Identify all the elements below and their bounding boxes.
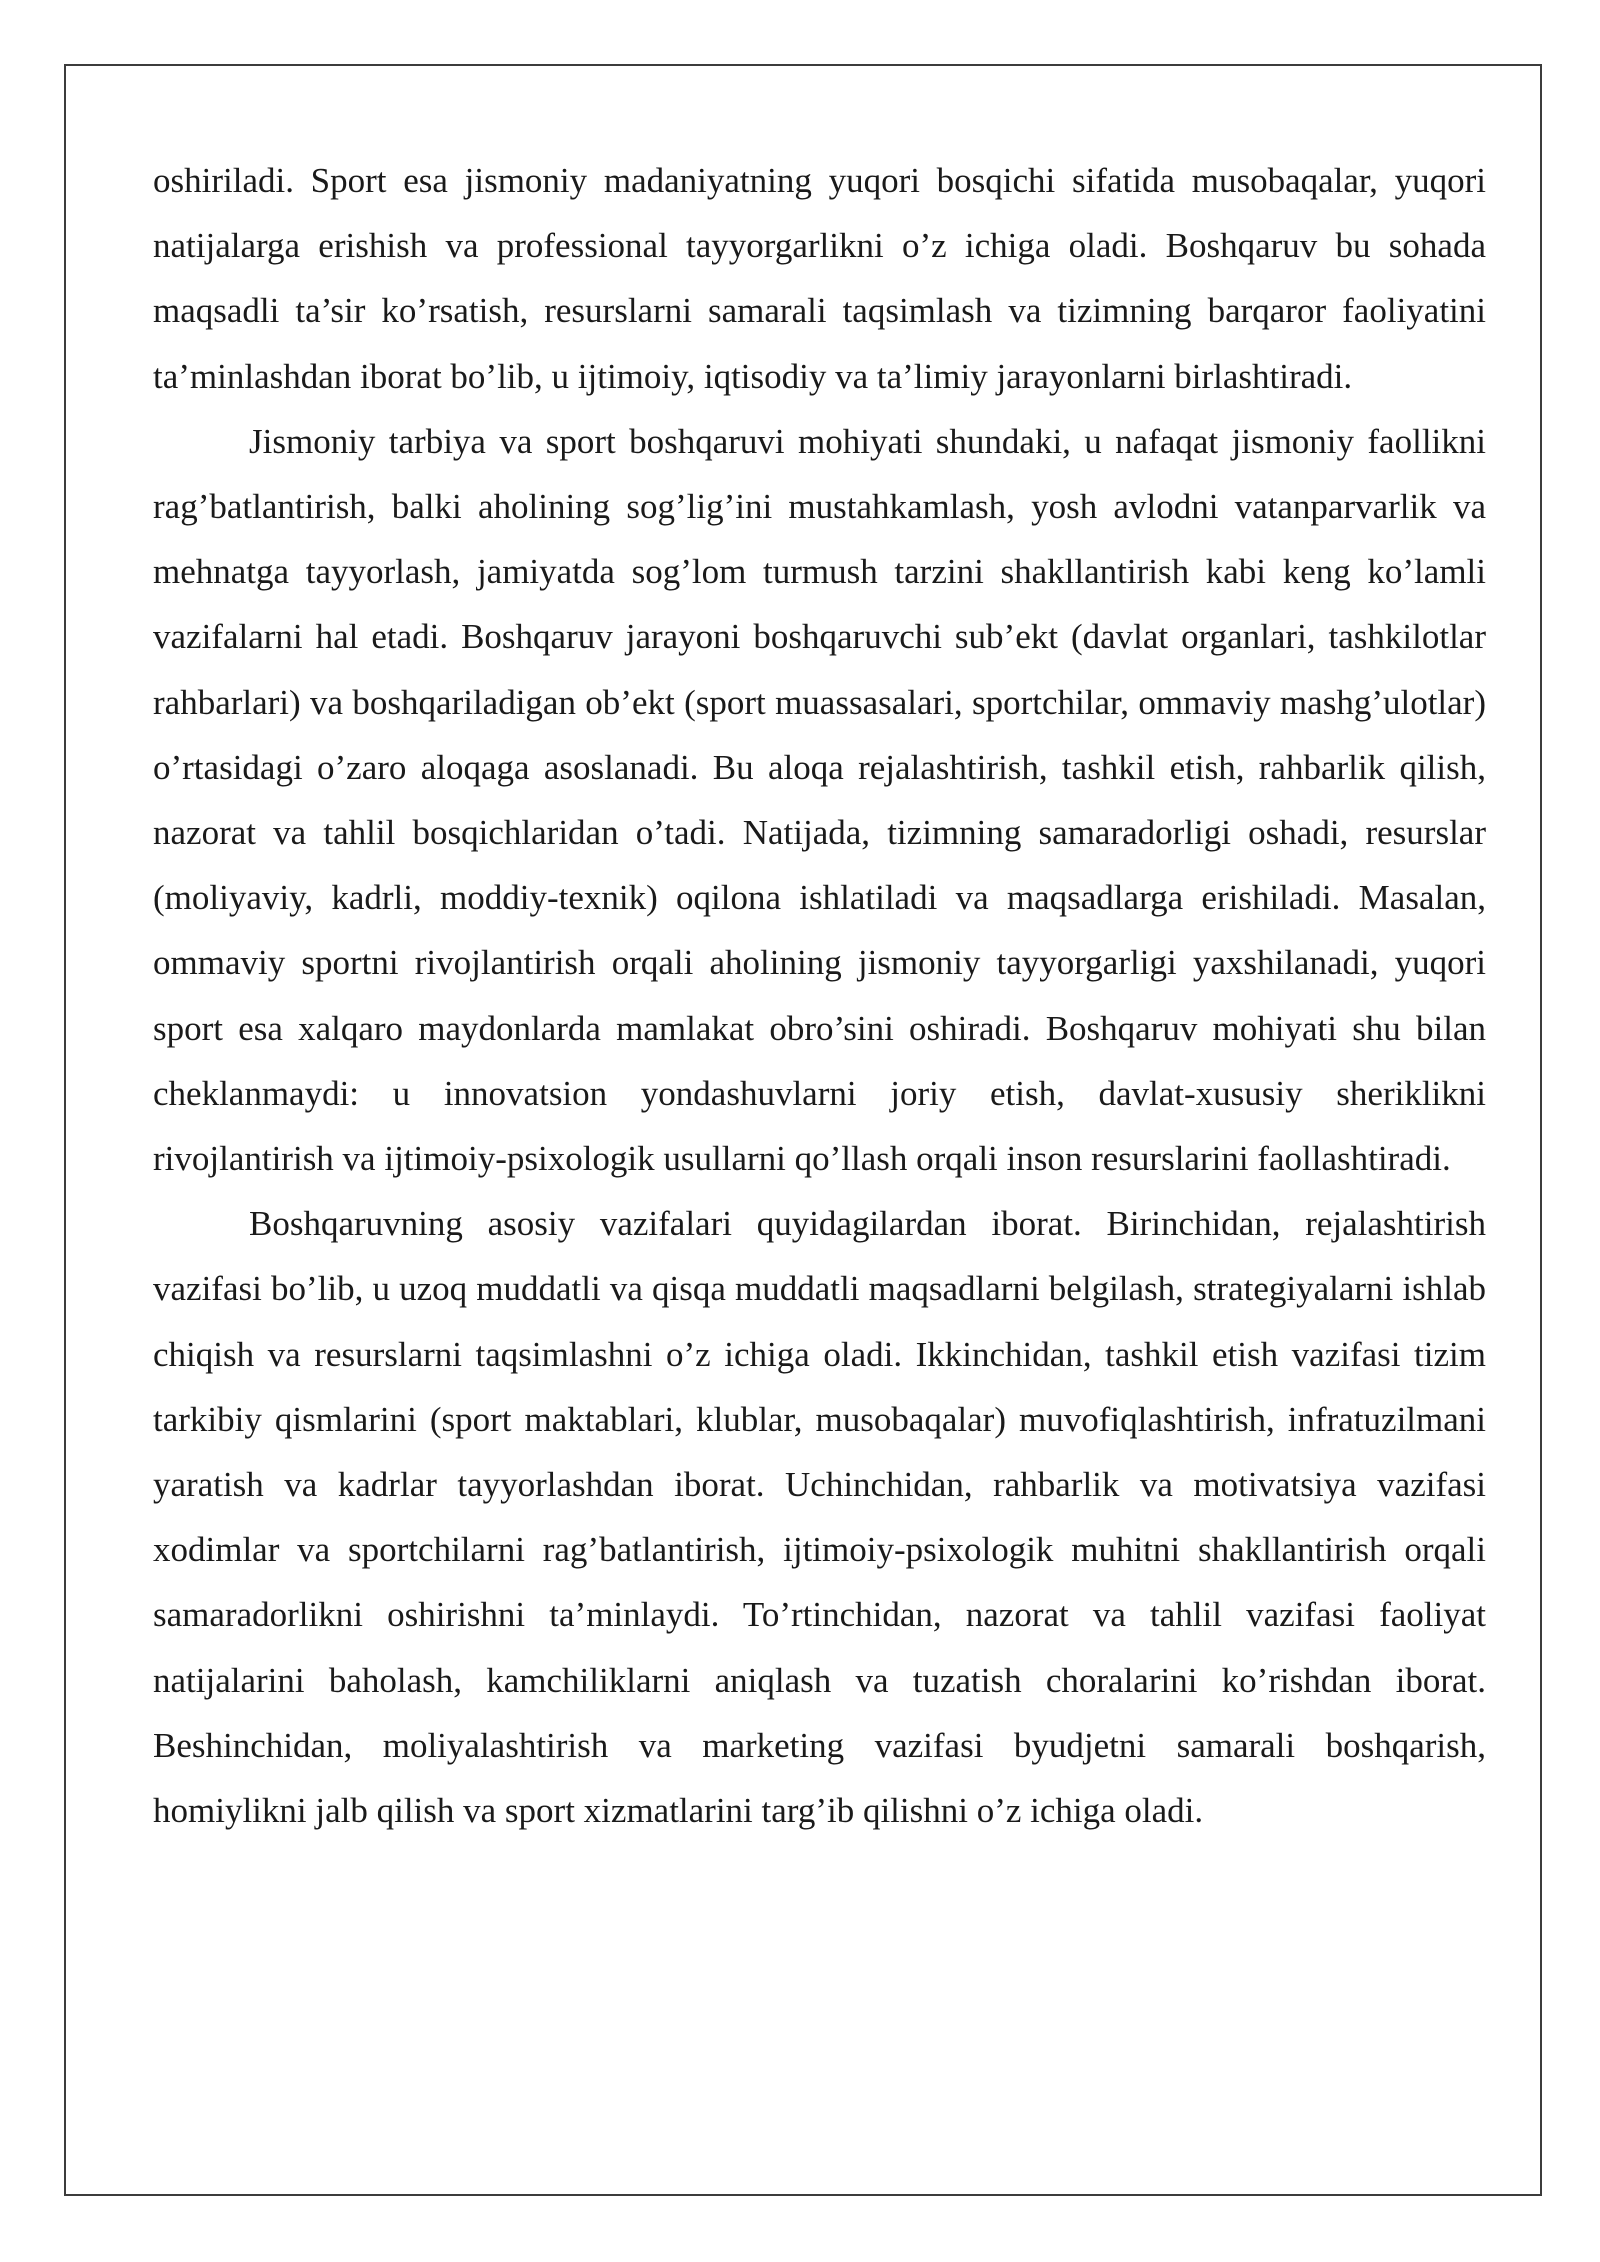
paragraph-3: Boshqaruvning asosiy vazifalari quyidagilardan iborat. Birinchidan, rejalashtirish vazifasi bo’lib, u uzoq muddatli va qisqa muddatli maqsadlarni belgilash, strategiyalarni ishlab chiqish va resurslarni taqsimlashni o’z ichiga oladi. Ikkinchidan, tashkil etish vazifasi tizim tarkibiy qismlarini (sport maktablari, klublar, musobaqalar) muvofiqlashtirish, infratuzilmani yaratish va kadrlar tayyorlashdan iborat. Uchinchidan, rahbarlik va motivatsiya vazifasi xodimlar va sportchilarni rag’batlantirish, ijtimoiy-psixologik muhitni shakllantirish orqali samaradorlikni oshirishni ta’minlaydi. To’rtinchidan, nazorat va tahlil vazifasi faoliyat natijalarini baholash, kamchiliklarni aniqlash va tuzatish choralarini ko’rishdan iborat. Beshinchidan, moliyalashtirish va marketing vazifasi byudjetni samarali boshqarish, homiylikni jalb qilish va sport xizmatlarini targ’ib qilishni o’z ichiga oladi. bbox=[153, 1204, 1486, 1831]
document-body bbox=[153, 148, 1486, 1843]
paragraph-2: Jismoniy tarbiya va sport boshqaruvi mohiyati shundaki, u nafaqat jismoniy faollikni rag’batlantirish, balki aholining sog’lig’ini mustahkamlash, yosh avlodni vatanparvarlik va mehnatga tayyorlash, jamiyatda sog’lom turmush tarzini shakllantirish kabi keng ko’lamli vazifalarni hal etadi. Boshqaruv jarayoni boshqaruvchi sub’ekt (davlat organlari, tashkilotlar rahbarlari) va boshqariladigan ob’ekt (sport muassasalari, sportchilar, ommaviy mashg’ulotlar) o’rtasidagi o’zaro aloqaga asoslanadi. Bu aloqa rejalashtirish, tashkil etish, rahbarlik qilish, nazorat va tahlil bosqichlaridan o’tadi. Natijada, tizimning samaradorligi oshadi, resurslar (moliyaviy, kadrli, moddiy-texnik) oqilona ishlatiladi va maqsadlarga erishiladi. Masalan, ommaviy sportni rivojlantirish orqali aholining jismoniy tayyorgarligi yaxshilanadi, yuqori sport esa xalqaro maydonlarda mamlakat obro’sini oshiradi. Boshqaruv mohiyati shu bilan cheklanmaydi: u innovatsion yondashuvlarni joriy etish, davlat-xususiy sheriklikni rivojlantirish va ijtimoiy-psixologik usullarni qo’llash orqali inson resurslarini faollashtiradi. bbox=[153, 421, 1486, 1179]
paragraph-1: oshiriladi. Sport esa jismoniy madaniyatning yuqori bosqichi sifatida musobaqalar, yuqori natijalarga erishish va professional tayyorgarlikni o’z ichiga oladi. Boshqaruv bu sohada maqsadli ta’sir ko’rsatish, resurslarni samarali taqsimlash va tizimning barqaror faoliyatini ta’minlashdan iborat bo’lib, u ijtimoiy, iqtisodiy va ta’limiy jarayonlarni birlashtiradi. bbox=[153, 161, 1486, 396]
